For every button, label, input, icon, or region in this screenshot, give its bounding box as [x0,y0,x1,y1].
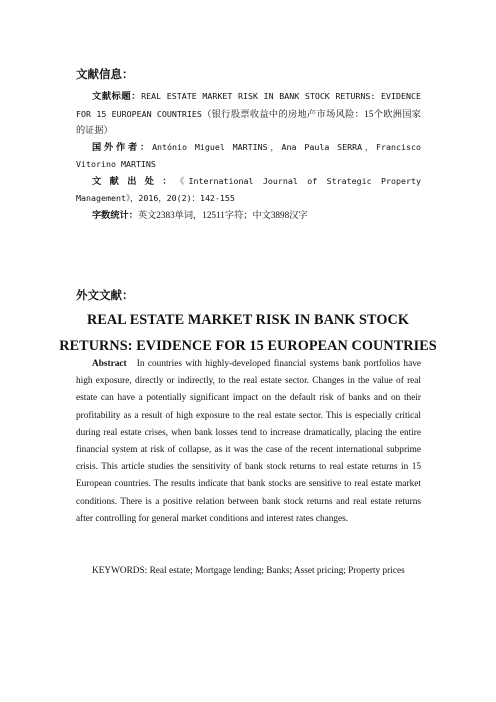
authors-label: 国外作者： [92,141,153,153]
authors-value: António Miguel MARTINS，Ana Paula SERRA，Francisco Vitorino MARTINS [76,141,422,169]
abstract-text: In countries with highly-developed financial systems bank portfolios have high exposure, directly or indirectly, to the real estate sector. Changes in the value of real estate can have a potentially significant impact on the default risk of banks and on their profitability as a result of high exposure to the real estate sector. This is especially critical during real estate crises, when bank losses tend to increase dramatically, placing the entire financial system at risk of collapse, as it was the case of the recent international subprime crisis. This article studies the sensitivity of bank stock returns to real estate returns in 15 European countries. The results indicate that bank stocks are sensitive to real estate market conditions. There is a positive relation between bank stock returns and real estate returns after controlling for general market conditions and interest rates changes. [76,359,421,524]
paper-title-line1: REAL ESTATE MARKET RISK IN BANK STOCK [87,312,409,328]
title-label: 文献标题： [92,91,142,102]
keywords-label: KEYWORDS: [92,566,148,576]
abstract-label: Abstract [92,359,127,369]
title-entry [76,88,421,139]
keywords-text: Real estate; Mortgage lending; Banks; Asset pricing; Property prices [149,566,405,576]
authors-entry [76,139,421,173]
source-label: 文献出处： [92,175,180,187]
count-value: 英文2383单词，12511字符；中文3898汉字 [137,209,308,220]
foreign-heading: 外文文献： [76,288,134,302]
count-label: 字数统计： [92,209,138,221]
info-heading: 文献信息： [76,67,134,81]
source-entry [76,173,421,207]
info-block [76,88,421,224]
source-value: 《International Journal of Strategic Property Management》，2016，20(2)：142-155 [76,175,421,203]
title-en: REAL ESTATE MARKET RISK IN BANK STOCK RETURNS: EVIDENCE FOR 15 EUROPEAN COUNTRIES [76,91,421,119]
keywords-paragraph [76,563,421,580]
paper-title-line2: RETURNS: EVIDENCE FOR 15 EUROPEAN COUNTRIES [59,338,437,354]
title-cn: （银行股票收益中的房地产市场风险：15个欧洲国家的证据） [76,108,421,135]
abstract-paragraph [76,356,421,528]
count-entry [76,207,421,225]
